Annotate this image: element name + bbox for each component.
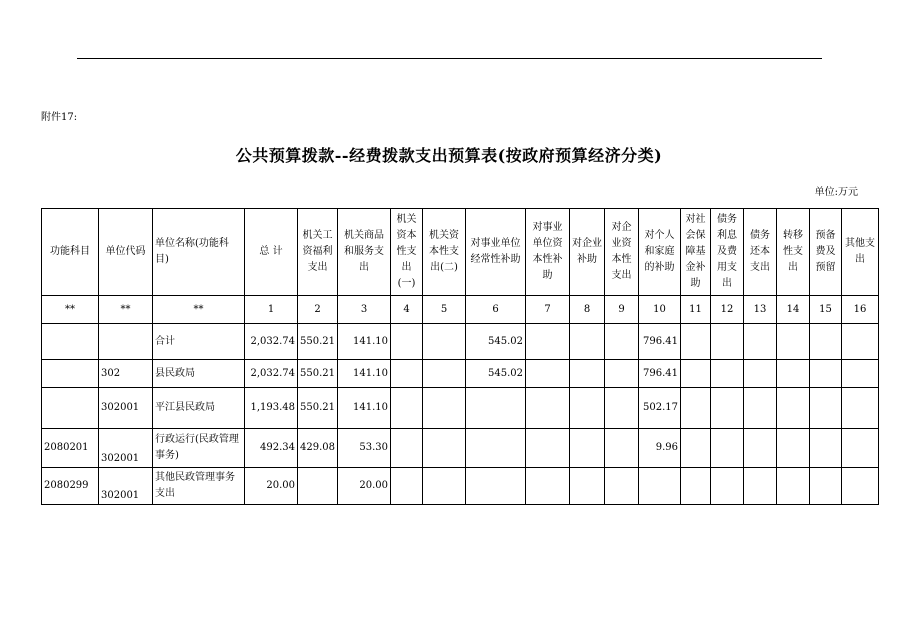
table-row-total [42,324,879,360]
enterprise-subsidy-cell [570,468,605,505]
reserve-cell [810,360,842,388]
capital-1-cell [391,324,423,360]
individual-subsidy-cell: 9.96 [639,429,681,468]
column-number: 7 [526,296,570,324]
header-cell: 债务还本支出 [744,209,777,296]
institution-capital-cell [526,388,570,429]
salary-cell: 550.21 [298,360,338,388]
func-code-cell: 2080299 [42,468,99,505]
institution-capital-cell [526,324,570,360]
capital-2-cell [423,324,466,360]
column-number: 4 [391,296,423,324]
capital-1-cell [391,468,423,505]
salary-cell: 550.21 [298,388,338,429]
column-number: ** [153,296,245,324]
attachment-label: 附件17: [41,112,78,123]
enterprise-subsidy-cell [570,360,605,388]
salary-cell: 429.08 [298,429,338,468]
enterprise-subsidy-cell [570,388,605,429]
column-number: 8 [570,296,605,324]
func-code-cell [42,324,99,360]
capital-1-cell [391,360,423,388]
column-number: 2 [298,296,338,324]
reserve-cell [810,429,842,468]
total-cell: 2,032.74 [245,324,298,360]
enterprise-capital-cell [605,429,639,468]
enterprise-subsidy-cell [570,429,605,468]
social-security-cell [681,429,711,468]
individual-subsidy-cell: 502.17 [639,388,681,429]
header-cell: 对企业资本性支出 [605,209,639,296]
institution-subsidy-cell [466,468,526,505]
table-row [42,360,879,388]
capital-2-cell [423,388,466,429]
budget-table [41,208,879,505]
column-number: 16 [842,296,879,324]
func-code-cell [42,388,99,429]
func-code-cell [42,360,99,388]
header-cell: 其他支出 [842,209,879,296]
unit-name-cell: 行政运行(民政管理事务) [153,429,245,468]
debt-principal-cell [744,388,777,429]
header-cell: 对个人和家庭的补助 [639,209,681,296]
unit-code-cell: 302001 [99,429,153,468]
enterprise-capital-cell [605,388,639,429]
header-cell: 功能科目 [42,209,99,296]
table-row [42,388,879,429]
column-number: 9 [605,296,639,324]
total-cell: 1,193.48 [245,388,298,429]
table-row [42,468,879,505]
institution-subsidy-cell: 545.02 [466,360,526,388]
unit-name-cell: 其他民政管理事务支出 [153,468,245,505]
total-cell: 20.00 [245,468,298,505]
unit-name-cell: 平江县民政局 [153,388,245,429]
individual-subsidy-cell: 796.41 [639,324,681,360]
column-number: 11 [681,296,711,324]
column-number-row [42,296,879,324]
header-cell: 单位代码 [99,209,153,296]
header-cell: 对企业补助 [570,209,605,296]
unit-name-cell: 县民政局 [153,360,245,388]
transfer-cell [777,360,810,388]
header-cell: 预备费及预留 [810,209,842,296]
reserve-cell [810,468,842,505]
transfer-cell [777,468,810,505]
unit-code-cell [99,324,153,360]
header-cell: 机关工资福利支出 [298,209,338,296]
social-security-cell [681,324,711,360]
individual-subsidy-cell [639,468,681,505]
goods-services-cell: 141.10 [338,388,391,429]
other-cell [842,360,879,388]
individual-subsidy-cell: 796.41 [639,360,681,388]
unit-code-cell: 302 [99,360,153,388]
salary-cell [298,468,338,505]
transfer-cell [777,429,810,468]
capital-2-cell [423,429,466,468]
column-number: 3 [338,296,391,324]
institution-subsidy-cell: 545.02 [466,324,526,360]
debt-interest-cell [711,429,744,468]
unit-code-cell: 302001 [99,468,153,505]
header-cell: 机关商品和服务支出 [338,209,391,296]
enterprise-subsidy-cell [570,324,605,360]
debt-interest-cell [711,388,744,429]
debt-principal-cell [744,360,777,388]
header-cell: 机关资本性支出(一) [391,209,423,296]
unit-code-cell: 302001 [99,388,153,429]
goods-services-cell: 20.00 [338,468,391,505]
func-code-cell: 2080201 [42,429,99,468]
transfer-cell [777,388,810,429]
social-security-cell [681,360,711,388]
institution-capital-cell [526,429,570,468]
total-cell: 2,032.74 [245,360,298,388]
other-cell [842,429,879,468]
social-security-cell [681,388,711,429]
other-cell [842,324,879,360]
other-cell [842,388,879,429]
goods-services-cell: 141.10 [338,360,391,388]
debt-interest-cell [711,468,744,505]
enterprise-capital-cell [605,360,639,388]
header-cell: 机关资本性支出(二) [423,209,466,296]
column-number: 15 [810,296,842,324]
reserve-cell [810,324,842,360]
header-cell: 对事业单位经常性补助 [466,209,526,296]
reserve-cell [810,388,842,429]
transfer-cell [777,324,810,360]
column-number: 13 [744,296,777,324]
header-cell: 对社会保障基金补助 [681,209,711,296]
institution-subsidy-cell [466,429,526,468]
debt-interest-cell [711,360,744,388]
header-cell: 转移性支出 [777,209,810,296]
institution-subsidy-cell [466,388,526,429]
column-number: 6 [466,296,526,324]
column-number: 1 [245,296,298,324]
social-security-cell [681,468,711,505]
header-cell: 单位名称(功能科目) [153,209,245,296]
capital-1-cell [391,388,423,429]
debt-principal-cell [744,324,777,360]
capital-2-cell [423,468,466,505]
capital-2-cell [423,360,466,388]
column-number: 12 [711,296,744,324]
goods-services-cell: 141.10 [338,324,391,360]
table-row [42,429,879,468]
salary-cell: 550.21 [298,324,338,360]
column-number: ** [42,296,99,324]
institution-capital-cell [526,360,570,388]
column-number: 14 [777,296,810,324]
header-rule [77,58,822,59]
document-title: 公共预算拨款--经费拨款支出预算表(按政府预算经济分类) [235,146,663,165]
column-number: 10 [639,296,681,324]
unit-label: 单位:万元 [814,187,858,198]
institution-capital-cell [526,468,570,505]
header-cell: 债务利息及费用支出 [711,209,744,296]
column-number: 5 [423,296,466,324]
enterprise-capital-cell [605,468,639,505]
other-cell [842,468,879,505]
enterprise-capital-cell [605,324,639,360]
unit-name-cell: 合计 [153,324,245,360]
column-number: ** [99,296,153,324]
total-cell: 492.34 [245,429,298,468]
debt-principal-cell [744,468,777,505]
header-row [42,209,879,296]
capital-1-cell [391,429,423,468]
goods-services-cell: 53.30 [338,429,391,468]
header-cell: 对事业单位资本性补助 [526,209,570,296]
debt-principal-cell [744,429,777,468]
header-cell: 总 计 [245,209,298,296]
debt-interest-cell [711,324,744,360]
